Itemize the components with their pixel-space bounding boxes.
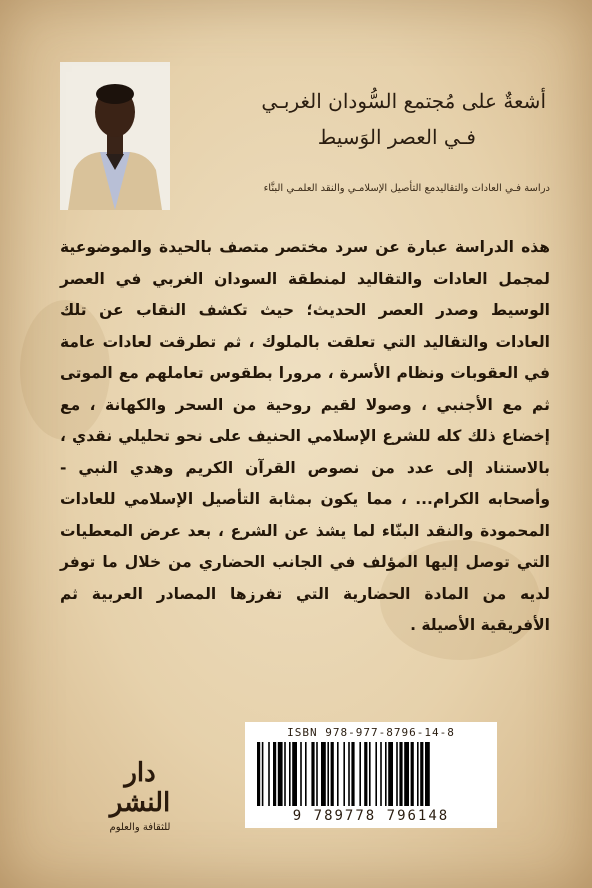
barcode-bar: [311, 742, 314, 806]
barcode-bar: [411, 742, 414, 806]
barcode-bar: [359, 742, 361, 806]
publisher-logo: [100, 758, 180, 833]
barcode-bar: [388, 742, 393, 806]
barcode-bar: [404, 742, 409, 806]
isbn-label: ISBN 978-977-8796-14-8: [287, 726, 455, 739]
barcode-bar: [257, 742, 260, 806]
barcode-bar: [321, 742, 326, 806]
barcode-bar: [385, 742, 387, 806]
barcode-bar: [268, 742, 270, 806]
barcode-bars: [257, 742, 485, 806]
barcode-number: 9 789778 796148: [292, 808, 450, 824]
barcode-bar: [375, 742, 377, 806]
barcode-bar: [331, 742, 334, 806]
barcode-bar: [284, 742, 286, 806]
back-cover-blurb: هذه الدراسة عبارة عن سرد مختصر متصف بالحيدة والموضوعية لمجمل العادات والتقاليد لمنطقة السودان الغربي في العصر الوسيط وصدر العصر الحديث؛ حيث تكشف النقاب عن تلك العادات والتقاليد التي تعلقت بالملوك ، ثم تطرقت لعادات عامة في العقوبات ونظام الأسرة ، مرورا بطقوس تعاملهم مع الموتى ثم مع الأجنبي ، وصولا لقيم روحية من السحر والكهانة ، مع إخضاع ذلك كله للشرع الإسلامي الحنيف على نحو تحليلي نقدي ، بالاستناد إلى عدد من نصوص القرآن الكريم وهدي النبي - وأصحابه الكرام... ، مما يكون بمثابة التأصيل الإسلامي للعادات المحمودة والنقد البنّاء لما يشذ عن الشرع ، بعد عرض المعطيات التي توصل إليها المؤلف في الجانب الحضاري من خلال ما توفر لديه من المادة الحضارية التي تفرزها المصادر العربية ثم الأفريقية الأصيلة .: [60, 238, 550, 634]
barcode-bar: [300, 742, 302, 806]
barcode-bar: [399, 742, 402, 806]
publisher-tagline: للثقافة والعلوم: [109, 822, 171, 833]
barcode-bar: [337, 742, 339, 806]
barcode-bar: [351, 742, 354, 806]
barcode-bar: [292, 742, 297, 806]
barcode-bar: [316, 742, 318, 806]
isbn-barcode: [245, 722, 497, 828]
barcode-bar: [417, 742, 419, 806]
publisher-name: دار النشر: [109, 758, 171, 818]
barcode-bar: [273, 742, 276, 806]
book-subtitle: دراسة فـي العادات والتقاليدمع التأصيل الإسلامـي والنقد العلمـي البنَّاء: [263, 183, 550, 194]
barcode-bar: [289, 742, 291, 806]
barcode-bar: [364, 742, 367, 806]
barcode-bar: [380, 742, 382, 806]
barcode-bar: [327, 742, 329, 806]
barcode-bar: [262, 742, 264, 806]
title-line-1: أشعةٌ على مُجتمع السُّودان الغربـي: [261, 89, 546, 113]
barcode-bar: [420, 742, 423, 806]
book-title: [146, 86, 546, 152]
barcode-bar: [425, 742, 430, 806]
title-line-2: فـي العصر الوَسيط: [317, 125, 476, 149]
barcode-bar: [369, 742, 371, 806]
barcode-bar: [278, 742, 283, 806]
barcode-bar: [305, 742, 307, 806]
barcode-bar: [348, 742, 350, 806]
barcode-bar: [343, 742, 345, 806]
barcode-bar: [396, 742, 398, 806]
